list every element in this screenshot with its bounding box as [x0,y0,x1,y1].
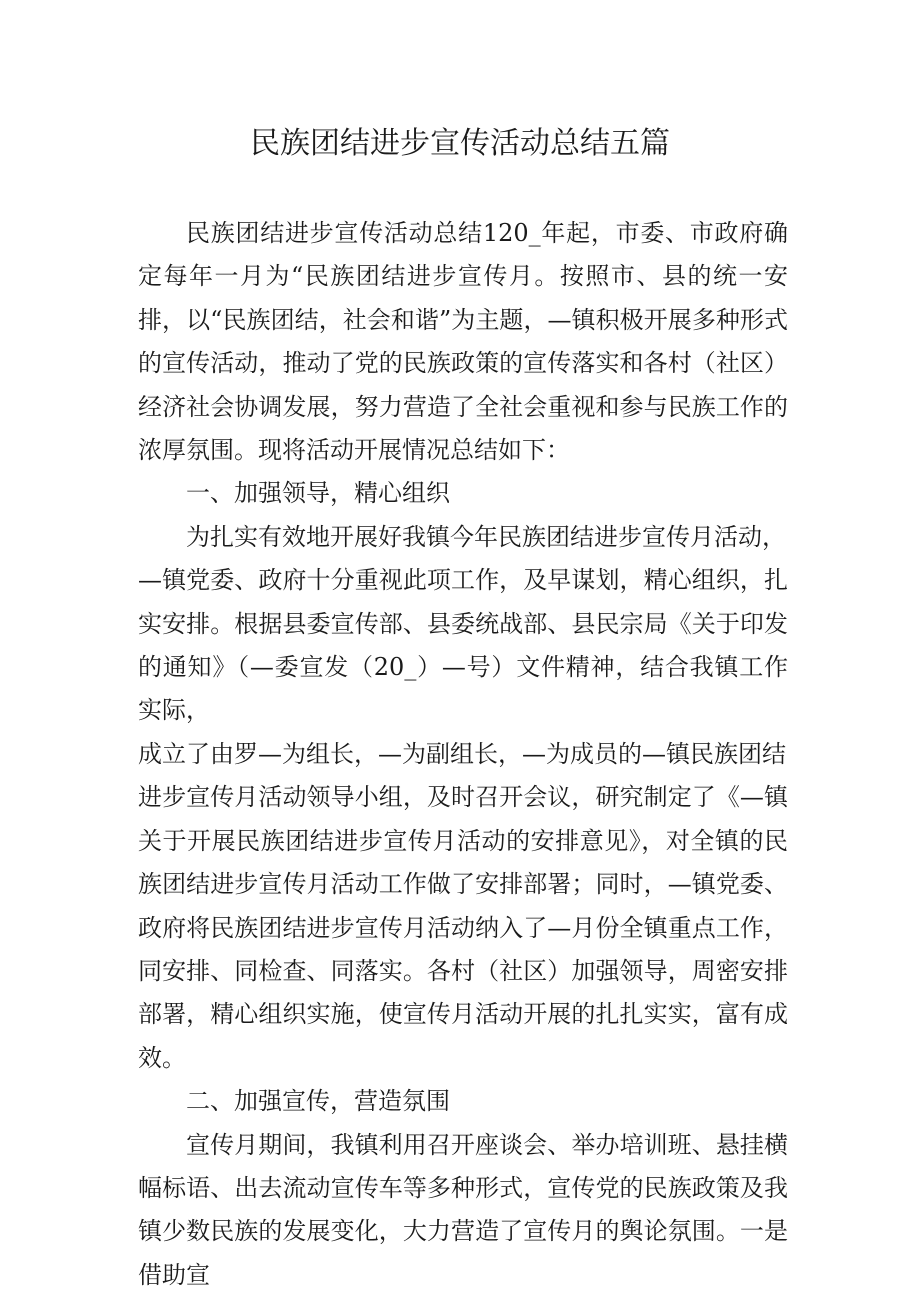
paragraph-section-1-part-2: 成立了由罗—为组长，—为副组长，—为成员的—镇民族团结 [138,739,786,768]
paragraph-intro: 民族团结进步宣传活动总结120_年起，市委、市政府确定每年一月为“民族团结进步宣传月。按照市、县的统一安排，以“民族团结，社会和谐”为主题，—镇积极开展多种形式的宣传活动，推动了党的民族政策的宣传落实和各村（社区）经济社会协调发展，努力营造了全社会重视和参与民族工作的浓厚氛围。现将活动开展情况总结如下： [138,219,788,465]
document-title: 民族团结进步宣传活动总结五篇 [250,126,670,161]
paragraph-section-1-part-1: —镇党委、政府十分重视此项工作，及早谋划，精心组织，扎实安排。根据县委宣传部、县委统战部、县民宗局《关于印发的通知》（—委宣发（20_）—号）文件精神，结合我镇工作实际， [138,566,788,725]
document-body [138,212,788,1297]
paragraph-section-2: 宣传月期间，我镇利用召开座谈会、举办培训班、悬挂横幅标语、出去流动宣传车等多种形式，宣传党的民族政策及我镇少数民族的发展变化，大力营造了宣传月的舆论氛围。一是借助宣 [138,1130,788,1289]
section-heading-1: 一、加强领导，精心组织 [186,479,450,508]
section-heading-2: 二、加强宣传，营造氛围 [186,1087,450,1116]
paragraph-section-1-part-3: 进步宣传月活动领导小组，及时召开会议，研究制定了《—镇关于开展民族团结进步宣传月活动的安排意见》，对全镇的民族团结进步宣传月活动工作做了安排部署；同时，—镇党委、政府将民族团结进步宣传月活动纳入了—月份全镇重点工作，同安排、同检查、同落实。各村（社区）加强领导，周密安排部署，精心组织实施，使宣传月活动开展的扎扎实实，富有成效。 [138,783,788,1072]
paragraph-section-1-intro: 为扎实有效地开展好我镇今年民族团结进步宣传月活动， [186,522,786,551]
